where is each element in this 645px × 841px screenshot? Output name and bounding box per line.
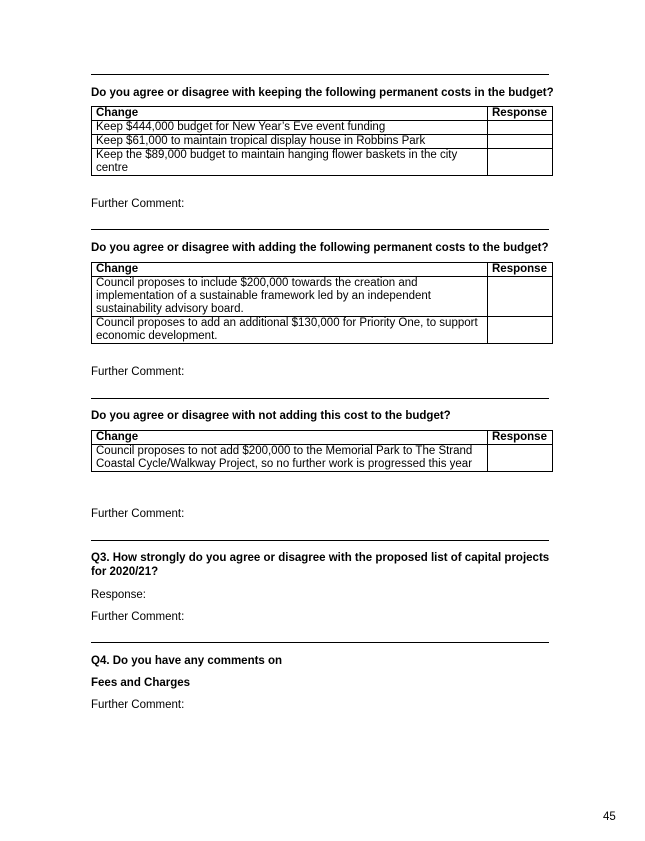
section3-table: [91, 430, 553, 472]
table-header-row: [92, 431, 553, 445]
change-cell: Keep $61,000 to maintain tropical display house in Robbins Park: [92, 135, 488, 149]
section2-question: Do you agree or disagree with adding the following permanent costs to the budget?: [91, 242, 549, 254]
divider-rule-5: [91, 642, 549, 643]
divider-rule-1: [91, 74, 549, 75]
divider-rule-2: [91, 229, 549, 230]
q3-response-label: Response:: [91, 589, 146, 601]
change-cell: Keep the $89,000 budget to maintain hanging flower baskets in the city centre: [92, 149, 488, 176]
response-cell[interactable]: [488, 135, 553, 149]
response-cell[interactable]: [488, 121, 553, 135]
change-column-header: Change: [92, 263, 488, 277]
section1-table: [91, 106, 553, 176]
response-column-header: Response: [488, 107, 553, 121]
section1-question: Do you agree or disagree with keeping the following permanent costs in the budget?: [91, 87, 554, 99]
divider-rule-3: [91, 398, 549, 399]
section2-table: [91, 262, 553, 344]
response-column-header: Response: [488, 431, 553, 445]
q4-question: Q4. Do you have any comments on: [91, 655, 283, 667]
table-header-row: [92, 263, 553, 277]
q4-subheading: Fees and Charges: [91, 677, 191, 689]
q4-further-comment: Further Comment:: [91, 699, 185, 711]
change-cell: Council proposes to not add $200,000 to the Memorial Park to The Strand Coastal Cycle/Walkway Project, so no further work is progressed this year: [92, 445, 488, 472]
table-row: [92, 277, 553, 317]
change-cell: Council proposes to add an additional $130,000 for Priority One, to support economic development.: [92, 317, 488, 344]
table-row: [92, 149, 553, 176]
table-row: [92, 121, 553, 135]
change-cell: Council proposes to include $200,000 towards the creation and implementation of a sustainable framework led by an independent sustainability advisory board.: [92, 277, 488, 317]
section1-further-comment: Further Comment:: [91, 198, 185, 210]
page-number: 45: [603, 811, 616, 823]
table-row: [92, 135, 553, 149]
q3-question: Q3. How strongly do you agree or disagree with the proposed list of capital projects for 2020/21?: [91, 552, 550, 578]
table-row: [92, 445, 553, 472]
table-header-row: [92, 107, 553, 121]
table-row: [92, 317, 553, 344]
change-column-header: Change: [92, 107, 488, 121]
response-cell[interactable]: [488, 149, 553, 176]
response-cell[interactable]: [488, 277, 553, 317]
change-cell: Keep $444,000 budget for New Year’s Eve event funding: [92, 121, 488, 135]
section2-further-comment: Further Comment:: [91, 366, 185, 378]
section3-question: Do you agree or disagree with not adding this cost to the budget?: [91, 410, 451, 422]
section3-further-comment: Further Comment:: [91, 508, 185, 520]
response-column-header: Response: [488, 263, 553, 277]
q3-further-comment: Further Comment:: [91, 611, 185, 623]
divider-rule-4: [91, 540, 549, 541]
change-column-header: Change: [92, 431, 488, 445]
response-cell[interactable]: [488, 445, 553, 472]
response-cell[interactable]: [488, 317, 553, 344]
